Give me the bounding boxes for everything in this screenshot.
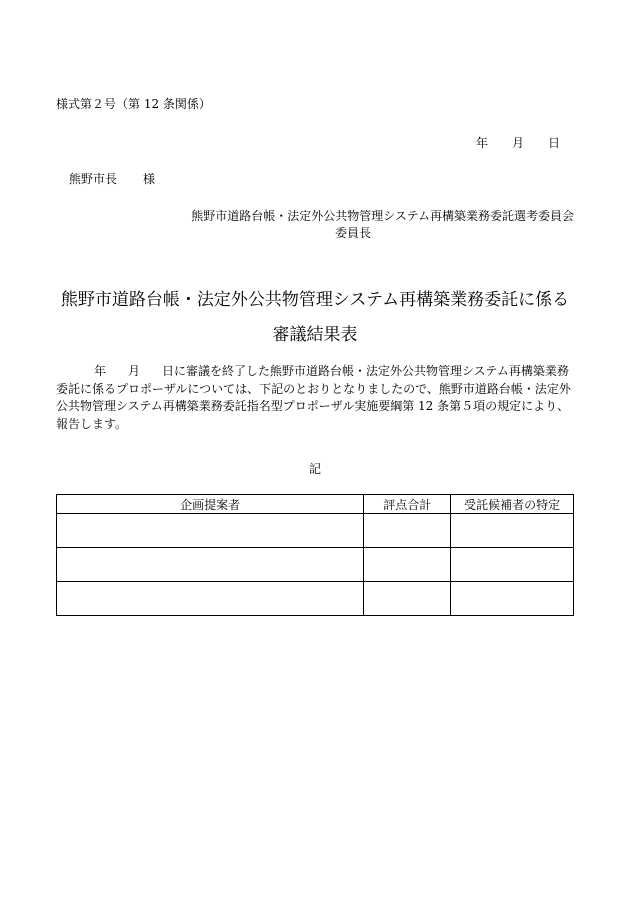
table-header-row [57,495,574,514]
form-number: 様式第２号（第 12 条関係） [56,97,211,111]
addressee-name: 熊野市長 [69,172,118,186]
table-cell [451,514,574,548]
document-title-line2: 審議結果表 [272,325,358,345]
addressee [69,170,155,187]
table-cell [57,514,364,548]
table-cell [57,582,364,616]
ki-heading: 記 [308,462,321,476]
table-row [57,582,574,616]
body-text: 日に審議を終了した熊野市道路台帳・法定外公共物管理システム再構築業務委託に係るプロポーザルについては、下記のとおりとなりましたので、熊野市道路台帳・法定外公共物管理システム再構築業務委託指名型プロポーザル実施要綱第 12 条第５項の規定により、報告します。 [56,364,571,431]
body-year: 年 [94,364,107,378]
table-row [57,514,574,548]
body-month: 月 [128,364,141,378]
table-cell [364,582,451,616]
document-title-line1: 熊野市道路台帳・法定外公共物管理システム再構築業務委託に係る [60,290,570,310]
table-cell [451,582,574,616]
date-line [476,134,560,151]
addressee-honorific: 様 [143,172,156,186]
date-month: 月 [511,136,524,150]
table-cell [364,514,451,548]
table-cell [451,548,574,582]
header-candidate: 受託候補者の特定 [451,495,574,514]
committee-chair: 委員長 [335,226,372,240]
result-table [56,494,574,616]
header-proposer: 企画提案者 [57,495,364,514]
table-cell [57,548,364,582]
date-year: 年 [475,136,488,150]
header-score-total: 評点合計 [364,495,451,514]
table-cell [364,548,451,582]
body-paragraph [56,363,576,433]
date-day: 日 [547,136,560,150]
table-row [57,548,574,582]
committee-name: 熊野市道路台帳・法定外公共物管理システム再構築業務委託選考委員会 [191,209,574,223]
